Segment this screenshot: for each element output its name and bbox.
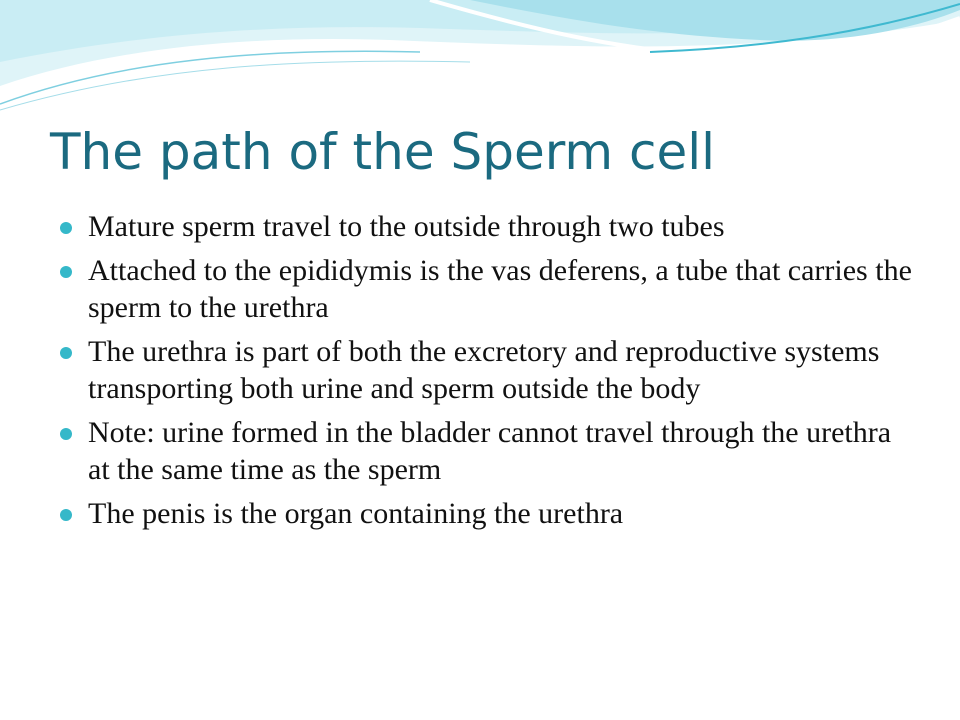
bullet-text: Note: urine formed in the bladder cannot travel through the urethra at the same time as the sperm [88, 416, 892, 486]
slide-title: The path of the Sperm cell [50, 123, 716, 181]
bullet-dot-icon [60, 222, 72, 234]
bullet-dot-icon [60, 347, 72, 359]
bullet-dot-icon [60, 509, 72, 521]
bullet-item [58, 414, 918, 488]
bullet-item [58, 495, 918, 532]
bullet-item [58, 252, 918, 326]
bullet-dot-icon [60, 428, 72, 440]
header-wave-decoration [0, 0, 960, 120]
bullet-text: Attached to the epididymis is the vas deferens, a tube that carries the sperm to the urethra [88, 254, 912, 324]
bullet-dot-icon [60, 266, 72, 278]
bullet-item [58, 333, 918, 407]
bullet-list [58, 208, 918, 539]
bullet-text: Mature sperm travel to the outside through two tubes [88, 210, 725, 243]
bullet-text: The penis is the organ containing the urethra [88, 497, 624, 530]
bullet-item [58, 208, 918, 245]
bullet-text: The urethra is part of both the excretory and reproductive systems transporting both urine and sperm outside the body [88, 335, 880, 405]
